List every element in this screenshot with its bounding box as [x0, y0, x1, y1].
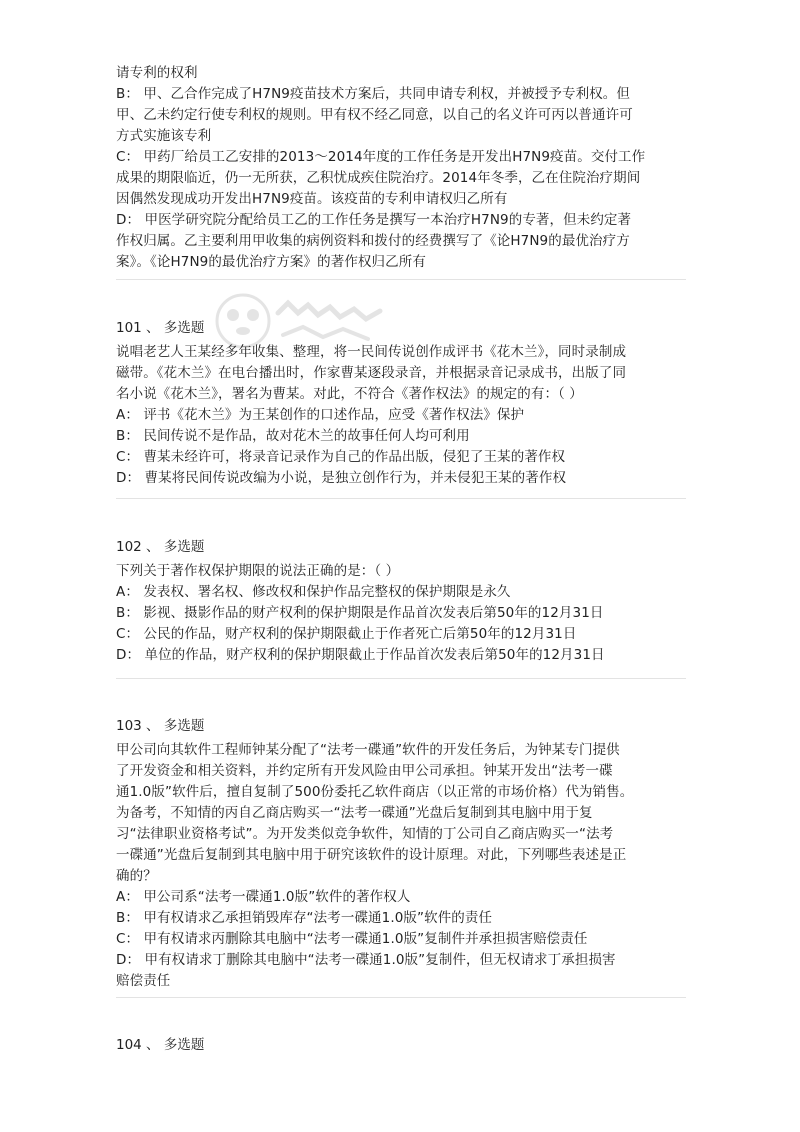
question-stem-line: 确的？: [116, 868, 157, 884]
prev-question-block: [116, 63, 686, 273]
prev-question-line: 作权归属。乙主要利用甲收集的病例资料和拨付的经费撰写了《论H7N9的最优治疗方: [116, 233, 630, 249]
question-103: [116, 716, 686, 737]
question-stem-line: 一碟通”光盘后复制到其电脑中用于研究该软件的设计原理。对此，下列哪些表述是正: [116, 847, 627, 863]
option-b: B： 影视、摄影作品的财产权利的保护期限是作品首次发表后第50年的12月31日: [116, 605, 604, 621]
question-stem-line: 下列关于著作权保护期限的说法正确的是：（ ）: [116, 563, 400, 579]
question-stem-line: 名小说《花木兰》，署名为曹某。对此，不符合《著作权法》的规定的有：（ ）: [116, 386, 583, 402]
question-stem-line: 了开发资金和相关资料，并约定所有开发风险由甲公司承担。钟某开发出“法考一碟: [116, 763, 613, 779]
option-c: C： 曹某未经许可，将录音记录作为自己的作品出版，侵犯了王某的著作权: [116, 449, 566, 465]
question-stem-line: 磁带。《花木兰》在电台播出时，作家曹某逐段录音，并根据录音记录成书，出版了同: [116, 365, 627, 381]
question-101: [116, 318, 686, 339]
option-c: C： 公民的作品，财产权利的保护期限截止于作者死亡后第50年的12月31日: [116, 626, 577, 642]
prev-question-option-d: D： 甲医学研究院分配给员工乙的工作任务是撰写一本治疗H7N9的专著，但未约定著: [116, 212, 632, 228]
question-header: 103 、 多选题: [116, 718, 205, 734]
prev-question-option-b: B： 甲、乙合作完成了H7N9疫苗技术方案后，共同申请专利权，并被授予专利权。但: [116, 86, 630, 102]
prev-question-option-c: C： 甲药厂给员工乙安排的2013～2014年度的工作任务是开发出H7N9疫苗。交付工作: [116, 149, 646, 165]
option-a: A： 发表权、署名权、修改权和保护作品完整权的保护期限是永久: [116, 584, 511, 600]
option-d: D： 单位的作品，财产权利的保护期限截止于作品首次发表后第50年的12月31日: [116, 647, 605, 663]
prev-question-line: 甲、乙未约定行使专利权的规则。甲有权不经乙同意，以自己的名义许可丙以普通许可: [116, 107, 633, 123]
question-stem-line: 说唱老艺人王某经多年收集、整理，将一民间传说创作成评书《花木兰》，同时录制成: [116, 344, 627, 360]
question-103-body: [116, 740, 686, 992]
option-d-continued: 赔偿责任: [116, 973, 171, 989]
option-b: B： 甲有权请求乙承担销毁库存“法考一碟通1.0版”软件的责任: [116, 910, 493, 926]
option-a: A： 评书《花木兰》为王某创作的口述作品，应受《著作权法》保护: [116, 407, 525, 423]
question-102-body: [116, 561, 686, 666]
option-d: D： 曹某将民间传说改编为小说，是独立创作行为，并未侵犯王某的著作权: [116, 470, 567, 486]
question-header: 101 、 多选题: [116, 320, 205, 336]
option-b: B： 民间传说不是作品，故对花木兰的故事任何人均可利用: [116, 428, 470, 444]
prev-question-line: 案》。《论H7N9的最优治疗方案》的著作权归乙所有: [116, 254, 426, 270]
prev-question-line: 因偶然发现成功开发出H7N9疫苗。该疫苗的专利申请权归乙所有: [116, 191, 508, 207]
option-d: D： 甲有权请求丁删除其电脑中“法考一碟通1.0版”复制件，但无权请求丁承担损害: [116, 952, 616, 968]
divider: [116, 498, 686, 499]
prev-question-line: 请专利的权利: [116, 65, 198, 81]
option-a: A： 甲公司系“法考一碟通1.0版”软件的著作权人: [116, 889, 411, 905]
prev-question-line: 成果的期限临近，仍一无所获，乙积忧成疾住院治疗。2014年冬季，乙在住院治疗期间: [116, 170, 641, 186]
question-header: 104 、 多选题: [116, 1037, 205, 1053]
question-101-body: [116, 342, 686, 489]
question-104: [116, 1035, 686, 1056]
divider: [116, 997, 686, 998]
option-c: C： 甲有权请求丙删除其电脑中“法考一碟通1.0版”复制件并承担损害赔偿责任: [116, 931, 588, 947]
question-stem-line: 为备考，不知情的丙自乙商店购买一“法考一碟通”光盘后复制到其电脑中用于复: [116, 805, 593, 821]
question-stem-line: 通1.0版”软件后，擅自复制了500份委托乙软件商店（以正常的市场价格）代为销售。: [116, 784, 634, 800]
divider: [116, 678, 686, 679]
question-stem-line: 甲公司向其软件工程师钟某分配了“法考一碟通”软件的开发任务后，为钟某专门提供: [116, 742, 620, 758]
prev-question-line: 方式实施该专利: [116, 128, 212, 144]
question-102: [116, 537, 686, 558]
question-stem-line: 习“法律职业资格考试”。为开发类似竞争软件，知情的丁公司自乙商店购买一“法考: [116, 826, 614, 842]
question-header: 102 、 多选题: [116, 539, 205, 555]
divider: [116, 279, 686, 280]
